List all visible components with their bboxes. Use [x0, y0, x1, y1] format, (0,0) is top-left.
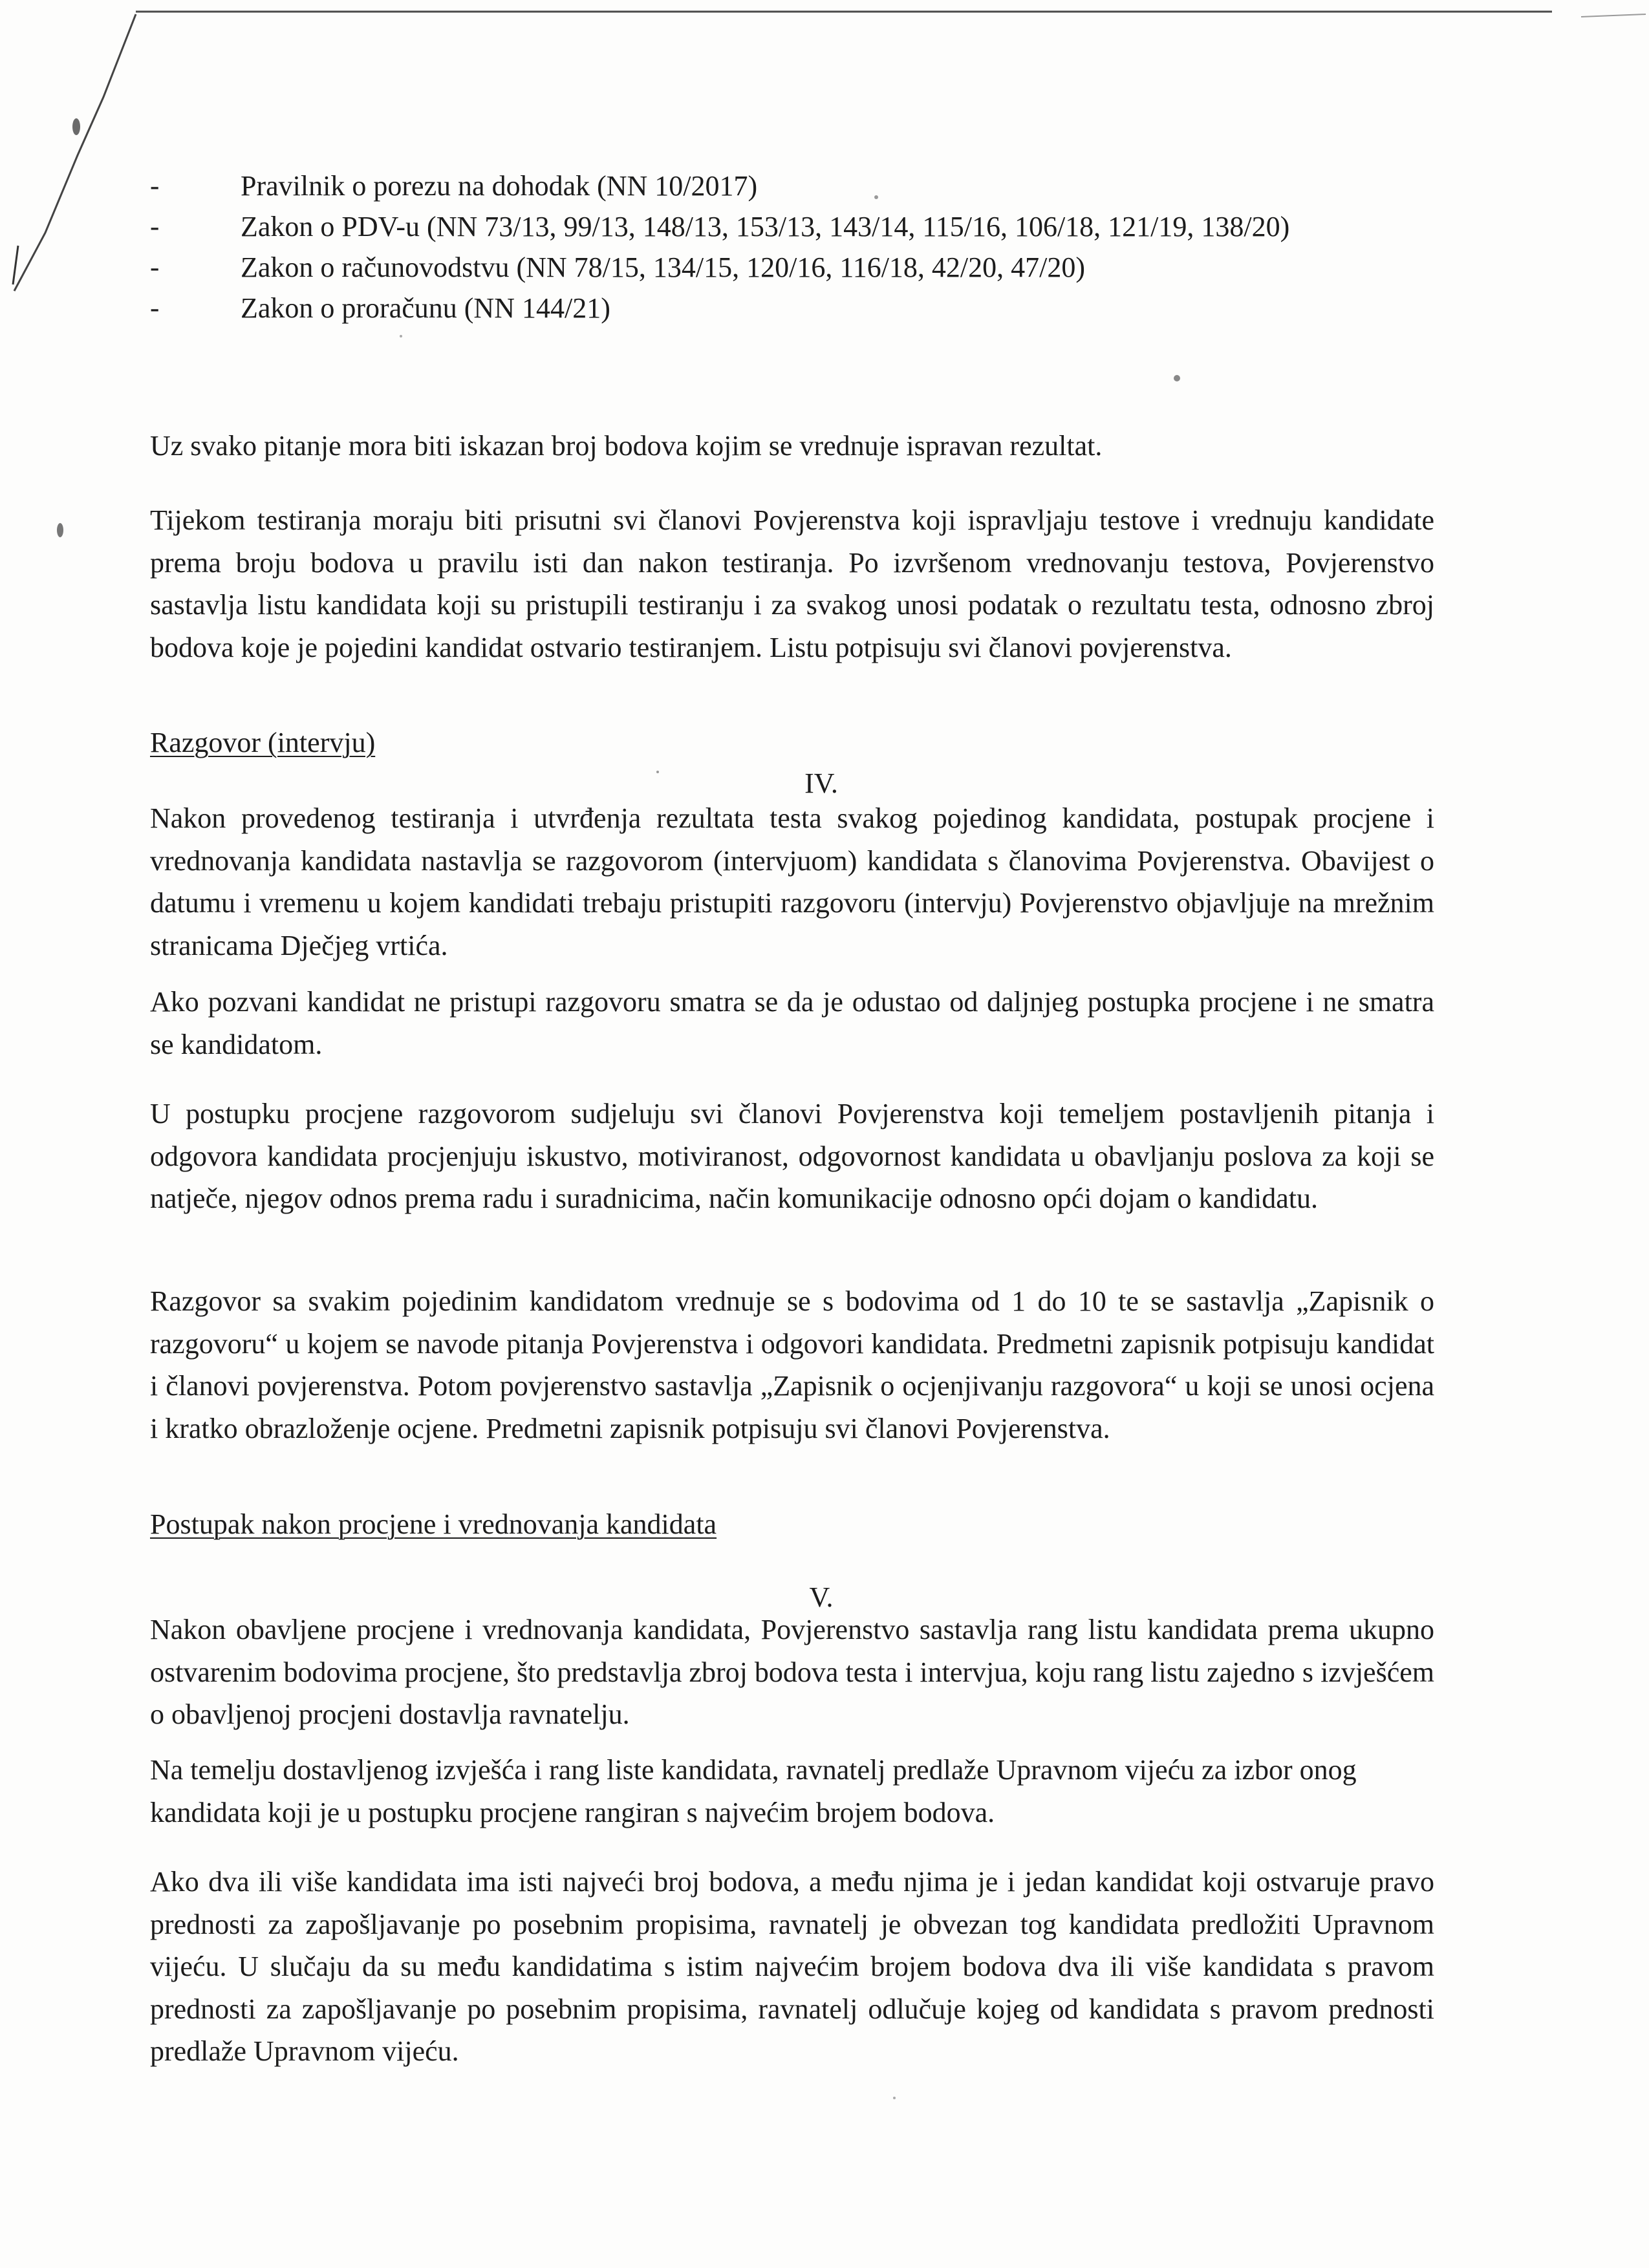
interview-paragraph-1: Nakon provedenog testiranja i utvrđenja rezultata testa svakog pojedinog kandidata, postupak procjene i vrednovanja kandidata nastavlja se razgovorom (intervjuom) kandidata s članovima Povjerenstva. Obavijest o datumu i vremenu u kojem kandidati trebaju pristupiti razgovoru (intervju) Povjerenstvo objavljuje na mrežnim stranicama Dječjeg vrtića.: [150, 802, 1434, 961]
list-dash: -: [150, 211, 160, 242]
interview-paragraph-4: Razgovor sa svakim pojedinim kandidatom vrednuje se s bodovima od 1 do 10 te se sastavlja „Zapisnik o razgovoru“ u kojem se navode pitanja Povjerenstva i odgovori kandidata. Predmetni zapisnik potpisuju kandidat i članovi povjerenstva. Potom povjerenstvo sastavlja „Zapisnik o ocjenjivanju razgovora“ u koji se unosi ocjena i kratko obrazloženje ocjene. Predmetni zapisnik potpisuju svi članovi Povjerenstva.: [150, 1285, 1434, 1444]
section-heading-procedure: Postupak nakon procjene i vrednovanja kandidata: [150, 1508, 717, 1540]
list-item: [0, 288, 1649, 334]
list-item-text: Zakon o proračunu (NN 144/21): [241, 292, 610, 324]
speck: [656, 771, 659, 773]
list-item: [0, 207, 1649, 252]
section-heading-interview: Razgovor (intervju): [150, 727, 376, 758]
punch-mark-small: [57, 523, 63, 537]
speck: [893, 2097, 896, 2099]
corner-edge-line: [1581, 14, 1646, 17]
interview-paragraph-3: U postupku procjene razgovorom sudjeluju svi članovi Povjerenstva koji temeljem postavljenih pitanja i odgovora kandidata procjenjuju iskustvo, motiviranost, odgovornost kandidata u obavljanju poslova za koji se natječe, njegov odnos prema radu i suradnicima, način komunikacije odnosno opći dojam o kandidatu.: [150, 1098, 1434, 1214]
testing-paragraph: Tijekom testiranja moraju biti prisutni svi članovi Povjerenstva koji ispravljaju testove i vrednuju kandidate prema broju bodova u pravilu isti dan nakon testiranja. Po izvršenom vrednovanju testova, Povjerenstvo sastavlja listu kandidata koji su pristupili testiranju i za svakog unosi podatak o rezultatu testa, odnosno zbroj bodova koje je pojedini kandidat ostvario testiranjem. Listu potpisuju svi članovi povjerenstva.: [150, 504, 1434, 663]
list-item-text: Pravilnik o porezu na dohodak (NN 10/2017): [241, 170, 758, 202]
list-item-text: Zakon o PDV-u (NN 73/13, 99/13, 148/13, 153/13, 143/14, 115/16, 106/18, 121/19, 138/20): [241, 211, 1290, 242]
list-dash: -: [150, 171, 160, 201]
procedure-paragraph-1: Nakon obavljene procjene i vrednovanja kandidata, Povjerenstvo sastavlja rang listu kandidata prema ukupno ostvarenim bodovima procjene, što predstavlja zbroj bodova testa i intervjua, koju rang listu zajedno s izvješćem o obavljenoj procjeni dostavlja ravnatelju.: [150, 1614, 1434, 1730]
procedure-paragraph-3: Ako dva ili više kandidata ima isti najveći broj bodova, a među njima je i jedan kandidat koji ostvaruje pravo prednosti za zapošljavanje po posebnim propisima, ravnatelj je obvezan tog kandidata predložiti Upravnom vijeću. U slučaju da su među kandidatima s istim najvećim brojem bodova dva ili više kandidata s pravom prednosti za zapošljavanje po posebnim propisima, ravnatelj odlučuje kojeg od kandidata s pravom prednosti predlaže Upravnom vijeću.: [150, 1866, 1434, 2067]
list-dash: -: [150, 293, 160, 323]
punch-mark: [72, 118, 80, 135]
scoring-paragraph: Uz svako pitanje mora biti iskazan broj bodova kojim se vrednuje ispravan rezultat.: [150, 430, 1103, 462]
list-item: [0, 248, 1649, 293]
speck: [1174, 375, 1180, 381]
interview-paragraph-2: Ako pozvani kandidat ne pristupi razgovoru smatra se da je odustao od daljnjeg postupka procjene i ne smatra se kandidatom.: [150, 986, 1434, 1060]
section-numeral-iv: IV.: [804, 767, 838, 799]
list-item-text: Zakon o računovodstvu (NN 78/15, 134/15, 120/16, 116/18, 42/20, 47/20): [241, 251, 1086, 283]
section-numeral-v: V.: [809, 1581, 834, 1613]
list-dash: -: [150, 252, 160, 283]
speck: [400, 335, 402, 337]
procedure-paragraph-2: Na temelju dostavljenog izvješća i rang liste kandidata, ravnatelj predlaže Upravnom vijeću za izbor onog kandidata koji je u postupku procjene rangiran s najvećim brojem bodova.: [150, 1754, 1357, 1828]
list-item: [0, 166, 1649, 211]
